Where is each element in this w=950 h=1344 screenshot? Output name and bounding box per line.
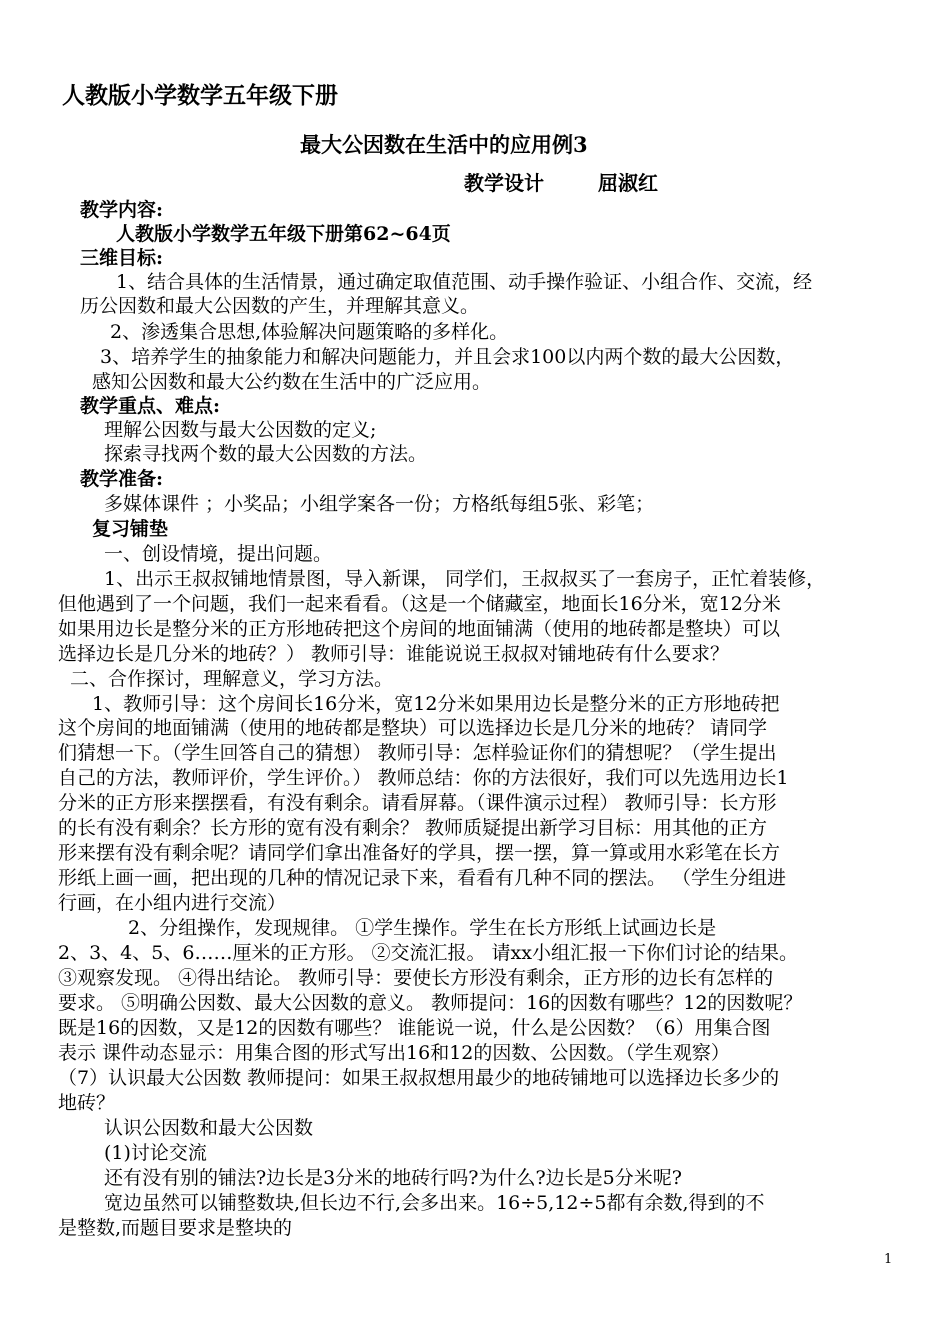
text-line: ③观察发现。 ④得出结论。 教师引导：要使长方形没有剩余，正方形的边长有怎样的 bbox=[58, 967, 774, 989]
text-line: 这个房间的地面铺满（使用的地砖都是整块）可以选择边长是几分米的地砖？ 请同学 bbox=[58, 717, 768, 739]
text-line: 既是16的因数，又是12的因数有哪些？ 谁能说一说，什么是公因数？（6）用集合图 bbox=[58, 1017, 771, 1039]
text-line: 理解公因数与最大公因数的定义; bbox=[104, 419, 377, 441]
section-heading: 教学准备: bbox=[80, 468, 164, 490]
text-line: 地砖？ bbox=[58, 1092, 116, 1114]
text-line: 历公因数和最大公因数的产生，并理解其意义。 bbox=[80, 295, 480, 317]
text-line: 1、结合具体的生活情景，通过确定取值范围、动手操作验证、小组合作、交流，经 bbox=[116, 271, 813, 293]
text-line: 形来摆有没有剩余呢？请同学们拿出准备好的学具，摆一摆，算一算或用水彩笔在长方 bbox=[58, 842, 781, 864]
text-line: 表示 课件动态显示：用集合图的形式写出16和12的因数、公因数。（学生观察） bbox=[58, 1042, 730, 1064]
text-line: 如果用边长是整分米的正方形地砖把这个房间的地面铺满（使用的地砖都是整块）可以 bbox=[58, 618, 781, 640]
section-heading: 三维目标: bbox=[80, 247, 164, 269]
text-line: 选择边长是几分米的地砖？） 教师引导：谁能说说王叔叔对铺地砖有什么要求？ bbox=[58, 643, 730, 665]
author-name: 屈淑红 bbox=[598, 171, 658, 195]
text-line: （7）认识最大公因数 教师提问：如果王叔叔想用最少的地砖铺地可以选择边长多少的 bbox=[58, 1067, 780, 1089]
text-line: 感知公因数和最大公约数在生活中的广泛应用。 bbox=[92, 371, 492, 393]
page-number: 1 bbox=[884, 1252, 893, 1267]
text-line: 要求。 ⑤明确公因数、最大公因数的意义。 教师提问：16的因数有哪些？12的因数呢？ bbox=[58, 992, 803, 1014]
design-label: 教学设计 bbox=[464, 171, 544, 195]
lesson-title: 最大公因数在生活中的应用例3 bbox=[300, 132, 588, 157]
text-line: 2、分组操作，发现规律。 ①学生操作。学生在长方形纸上试画边长是 bbox=[128, 917, 717, 939]
section-heading: 教学内容: bbox=[80, 199, 164, 221]
section-heading: 复习铺垫 bbox=[92, 518, 169, 540]
section-heading: 教学重点、难点: bbox=[80, 395, 221, 417]
text-line: 行画，在小组内进行交流） bbox=[58, 892, 287, 914]
text-line: 1、教师引导：这个房间长16分米，宽12分米如果用边长是整分米的正方形地砖把 bbox=[92, 693, 780, 715]
text-line: 探索寻找两个数的最大公因数的方法。 bbox=[104, 443, 428, 465]
text-line: 1、出示王叔叔铺地情景图，导入新课， 同学们，王叔叔买了一套房子，正忙着装修， bbox=[104, 568, 826, 590]
text-line: 人教版小学数学五年级下册第62~64页 bbox=[116, 223, 451, 245]
text-line: 但他遇到了一个问题，我们一起来看看。（这是一个储藏室，地面长16分米，宽12分米 bbox=[58, 593, 781, 615]
series-title: 人教版小学数学五年级下册 bbox=[62, 82, 338, 109]
text-line: 认识公因数和最大公因数 bbox=[104, 1117, 314, 1139]
text-line: 多媒体课件 ；小奖品；小组学案各一份；方格纸每组5张、彩笔； bbox=[104, 493, 655, 515]
text-line: 是整数,而题目要求是整块的 bbox=[58, 1217, 293, 1239]
text-line: 3、培养学生的抽象能力和解决问题能力，并且会求100以内两个数的最大公因数， bbox=[100, 346, 795, 368]
text-line: 一、创设情境，提出问题。 bbox=[104, 543, 333, 565]
text-line: (1)讨论交流 bbox=[104, 1142, 207, 1164]
text-line: 宽边虽然可以铺整数块,但长边不行,会多出来。16÷5,12÷5都有余数,得到的不 bbox=[104, 1192, 765, 1214]
text-line: 形纸上画一画，把出现的几种的情况记录下来，看看有几种不同的摆法。 （学生分组进 bbox=[58, 867, 787, 889]
text-line: 2、渗透集合思想,体验解决问题策略的多样化。 bbox=[110, 321, 509, 343]
text-line: 们猜想一下。（学生回答自己的猜想） 教师引导：怎样验证你们的猜想呢？（学生提出 bbox=[58, 742, 777, 764]
text-line: 的长有没有剩余？长方形的宽有没有剩余？ 教师质疑提出新学习目标：用其他的正方 bbox=[58, 817, 768, 839]
text-line: 分米的正方形来摆摆看，有没有剩余。请看屏幕。（课件演示过程） 教师引导：长方形 bbox=[58, 792, 777, 814]
text-line: 还有没有别的铺法?边长是3分米的地砖行吗?为什么?边长是5分米呢? bbox=[104, 1167, 682, 1189]
text-line: 自己的方法，教师评价，学生评价。） 教师总结：你的方法很好，我们可以先选用边长1 bbox=[58, 767, 789, 789]
text-line: 二、合作探讨，理解意义，学习方法。 bbox=[70, 668, 394, 690]
text-line: 2、3、4、5、6……厘米的正方形。 ②交流汇报。 请xx小组汇报一下你们讨论的结果。 bbox=[58, 942, 798, 964]
